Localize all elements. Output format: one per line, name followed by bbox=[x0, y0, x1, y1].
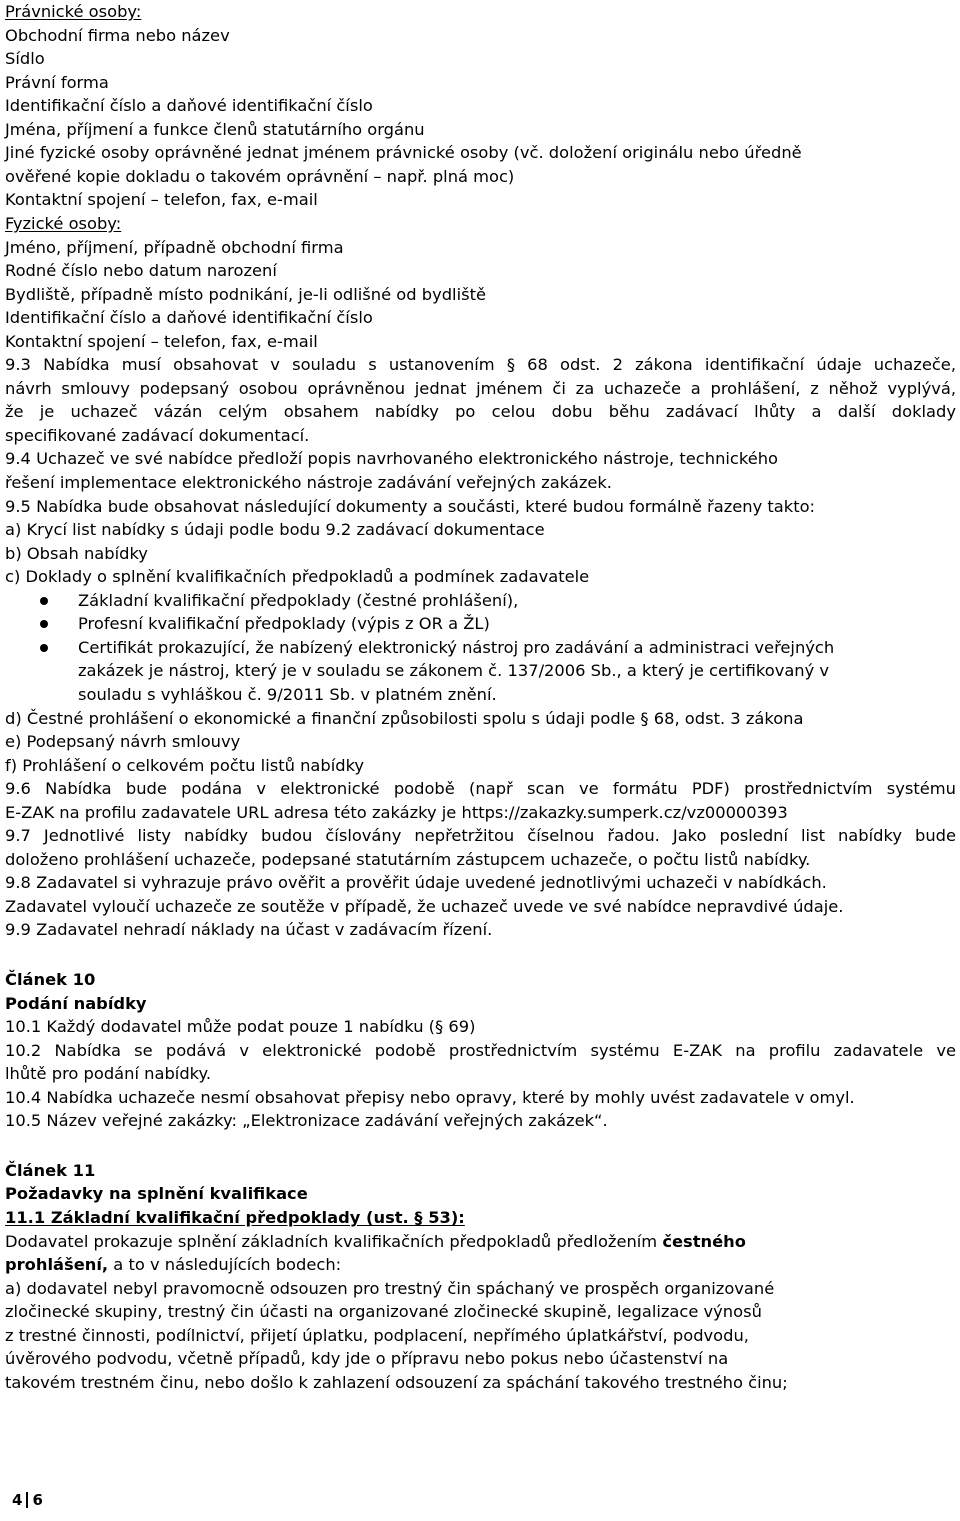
text-line: Profesní kvalifikační předpoklady (výpis z OR a ŽL) bbox=[78, 614, 490, 634]
current-page: 4 bbox=[12, 1491, 23, 1509]
text-line: úvěrového podvodu, včetně případů, kdy jde o přípravu nebo pokus nebo účastenství na bbox=[5, 1349, 729, 1369]
text-line: doloženo prohlášení uchazeče, podepsané statutárním zástupcem uchazeče, o počtu listů nabídky. bbox=[5, 849, 811, 869]
text-line: 9.9 Zadavatel nehradí náklady na účast v zadávacím řízení. bbox=[5, 920, 493, 940]
bullet-dot bbox=[40, 597, 48, 605]
text-line: Certifikát prokazující, že nabízený elektronický nástroj pro zadávání a administraci veřejných bbox=[78, 637, 835, 657]
emphasis: čestného bbox=[662, 1231, 746, 1251]
text-line: 10.5 Název veřejné zakázky: „Elektronizace zadávání veřejných zakázek“. bbox=[5, 1111, 608, 1131]
text-line: 9.8 Zadavatel si vyhrazuje právo ověřit a prověřit údaje uvedené jednotlivými uchazeči v nabídkách. bbox=[5, 873, 827, 893]
text-line: Jména, příjmení a funkce členů statutárního orgánu bbox=[5, 119, 425, 139]
text-line: Článek 11 bbox=[5, 1160, 96, 1180]
text-line: 9.5 Nabídka bude obsahovat následující dokumenty a součásti, které budou formálně řazeny takto: bbox=[5, 496, 816, 516]
text-line: Fyzické osoby: bbox=[5, 213, 122, 233]
text-line: Podání nabídky bbox=[5, 993, 147, 1013]
text-line: f) Prohlášení o celkovém počtu listů nabídky bbox=[5, 755, 365, 775]
text-line: Základní kvalifikační předpoklady (čestné prohlášení), bbox=[78, 590, 519, 610]
text-line: e) Podepsaný návrh smlouvy bbox=[5, 732, 241, 752]
text-line: Článek 10 bbox=[5, 970, 96, 989]
text-line: Identifikační číslo a daňové identifikační číslo bbox=[5, 96, 373, 116]
text-line: specifikované zadávací dokumentací. bbox=[5, 425, 310, 445]
text-line: 10.2 Nabídka se podává v elektronické podobě prostřednictvím systému E-ZAK na profilu zadavatele ve bbox=[5, 1040, 956, 1060]
text-line: Jméno, příjmení, případně obchodní firma bbox=[5, 237, 344, 257]
text-line: Kontaktní spojení – telefon, fax, e-mail bbox=[5, 190, 318, 210]
text-line: Jiné fyzické osoby oprávněné jednat jménem právnické osoby (vč. doložení originálu nebo úředně bbox=[5, 143, 802, 163]
text-line: Dodavatel prokazuje splnění základních kvalifikačních předpokladů předložením čestného bbox=[5, 1231, 746, 1251]
text-line: 9.4 Uchazeč ve své nabídce předloží popis navrhovaného elektronického nástroje, technického bbox=[5, 449, 779, 469]
text-line: že je uchazeč vázán celým obsahem nabídky po celou dobu běhu zadávací lhůty a další doklady bbox=[5, 402, 956, 422]
text-line: E-ZAK na profilu zadavatele URL adresa této zakázky je https://zakazky.sumperk.cz/vz00000393 bbox=[5, 802, 788, 822]
text-line: 9.6 Nabídka bude podána v elektronické podobě (např scan ve formátu PDF) prostřednictvím systému bbox=[5, 779, 956, 799]
text-line: b) Obsah nabídky bbox=[5, 543, 148, 563]
bullet-dot bbox=[40, 644, 48, 652]
text-line: lhůtě pro podání nabídky. bbox=[5, 1064, 211, 1084]
text-line: Identifikační číslo a daňové identifikační číslo bbox=[5, 308, 373, 328]
text-line: návrh smlouvy podepsaný osobou oprávněnou jednat jménem či za uchazeče a prohlášení, z něhož vyplývá, bbox=[5, 378, 956, 398]
total-pages: 6 bbox=[32, 1491, 43, 1509]
text-line: Obchodní firma nebo název bbox=[5, 25, 230, 45]
text-line: Sídlo bbox=[5, 49, 45, 69]
text-line: c) Doklady o splnění kvalifikačních předpokladů a podmínek zadavatele bbox=[5, 567, 590, 587]
text-line: Právnické osoby: bbox=[5, 2, 142, 21]
text-line: Zadavatel vyloučí uchazeče ze soutěže v případě, že uchazeč uvede ve své nabídce nepravdivé údaje. bbox=[5, 896, 844, 916]
text-line: ověřené kopie dokladu o takovém oprávnění – např. plná moc) bbox=[5, 166, 515, 186]
text-line: Rodné číslo nebo datum narození bbox=[5, 261, 277, 281]
text-line: Právní forma bbox=[5, 72, 109, 92]
page-separator bbox=[26, 1492, 28, 1508]
text-line: Požadavky na splnění kvalifikace bbox=[5, 1184, 308, 1204]
text-line: souladu s vyhláškou č. 9/2011 Sb. v platném znění. bbox=[78, 684, 497, 704]
text-line: a) Krycí list nabídky s údaji podle bodu 9.2 zadávací dokumentace bbox=[5, 520, 545, 540]
text-line: 9.3 Nabídka musí obsahovat v souladu s ustanovením § 68 odst. 2 zákona identifikační údaje uchazeče, bbox=[5, 355, 956, 375]
page-number bbox=[12, 1490, 43, 1510]
text-line: řešení implementace elektronického nástroje zadávání veřejných zakázek. bbox=[5, 473, 612, 492]
text-line: Bydliště, případně místo podnikání, je-li odlišné od bydliště bbox=[5, 284, 486, 304]
text-line: takovém trestném činu, nebo došlo k zahlazení odsouzení za spáchání takového trestného činu; bbox=[5, 1372, 788, 1392]
bullet-dot bbox=[40, 620, 48, 628]
text-line: 10.4 Nabídka uchazeče nesmí obsahovat přepisy nebo opravy, které by mohly uvést zadavatele v omyl. bbox=[5, 1087, 855, 1107]
text-line: 10.1 Každý dodavatel může podat pouze 1 nabídku (§ 69) bbox=[5, 1017, 476, 1037]
text-line: a) dodavatel nebyl pravomocně odsouzen pro trestný čin spáchaný ve prospěch organizované bbox=[5, 1278, 775, 1298]
text-line: Kontaktní spojení – telefon, fax, e-mail bbox=[5, 331, 318, 351]
text-line: prohlášení, a to v následujících bodech: bbox=[5, 1255, 342, 1275]
emphasis: prohlášení, bbox=[5, 1255, 109, 1275]
text-line: zločinecké skupiny, trestný čin účasti na organizované zločinecké skupině, legalizace výnosů bbox=[5, 1302, 762, 1322]
text-line: zakázek je nástroj, který je v souladu se zákonem č. 137/2006 Sb., a který je certifikovaný v bbox=[78, 661, 830, 681]
text-line: d) Čestné prohlášení o ekonomické a finanční způsobilosti spolu s údaji podle § 68, odst. 3 zákona bbox=[5, 708, 804, 728]
text-line: z trestné činnosti, podílnictví, přijetí úplatku, podplacení, nepřímého úplatkářství, podvodu, bbox=[5, 1325, 749, 1345]
text-line: 9.7 Jednotlivé listy nabídky budou číslovány nepřetržitou číselnou řadou. Jako poslední list nabídky bude bbox=[5, 826, 956, 846]
text-line: 11.1 Základní kvalifikační předpoklady (ust. § 53): bbox=[5, 1207, 465, 1227]
